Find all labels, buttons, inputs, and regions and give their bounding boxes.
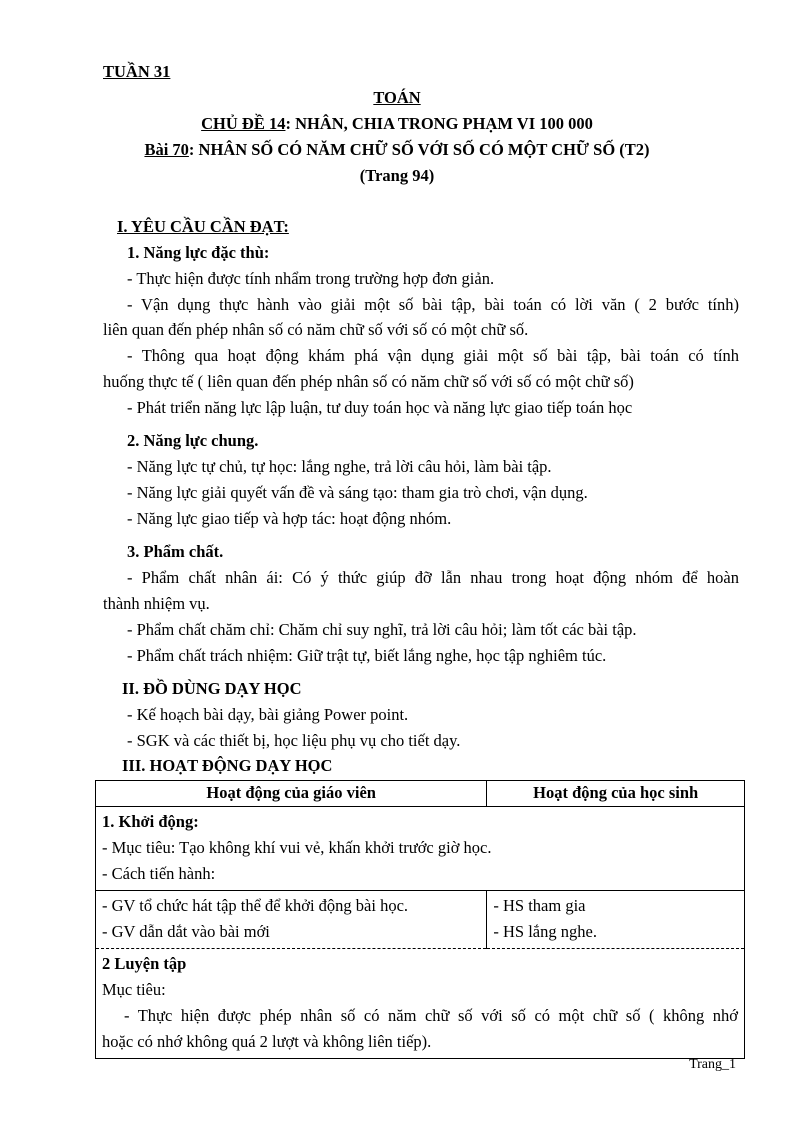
sub1-line-3b: huống thực tế ( liên quan đến phép nhân số có năm chữ số với số có một chữ số) (103, 372, 634, 391)
subject-title: TOÁN (373, 88, 421, 107)
lesson-prefix: Bài 70 (144, 140, 189, 159)
sub2-line-1: - Năng lực tự chủ, tự học: lắng nghe, trả lời câu hỏi, làm bài tập. (127, 457, 552, 476)
sub3-line-1b: thành nhiệm vụ. (103, 594, 210, 613)
teacher-column-header: Hoạt động của giáo viên (96, 781, 487, 807)
activities-table (95, 780, 745, 1059)
sub3-line-2: - Phẩm chất chăm chỉ: Chăm chỉ suy nghĩ, trả lời câu hỏi; làm tốt các bài tập. (127, 620, 637, 639)
topic-title (0, 114, 794, 134)
practice-cell (96, 948, 745, 1058)
student-activity-cell (487, 890, 745, 948)
week-label: TUẦN 31 (103, 62, 171, 81)
section1-sub2-title: 2. Năng lực chung. (127, 431, 259, 450)
student-column-header: Hoạt động của học sinh (487, 781, 745, 807)
section1-title: I. YÊU CẦU CẦN ĐẠT: (117, 217, 289, 236)
section2-line-2: - SGK và các thiết bị, học liệu phụ vụ cho tiết dạy. (127, 731, 461, 750)
section2-line-1: - Kế hoạch bài dạy, bài giảng Power point. (127, 705, 409, 724)
table-row (96, 948, 745, 1058)
table-header-row (96, 781, 745, 807)
sub2-line-2: - Năng lực giải quyết vấn đề và sáng tạo: tham gia trò chơi, vận dụng. (127, 483, 588, 502)
section1-sub1-title: 1. Năng lực đặc thù: (127, 243, 270, 262)
practice-goal-line-1: - Thực hiện được phép nhân số có năm chữ số với số có một chữ số ( không nhớ (124, 1005, 738, 1025)
section3-title: III. HOẠT ĐỘNG DẠY HỌC (122, 756, 333, 775)
sub1-line-4: - Phát triển năng lực lập luận, tư duy toán học và năng lực giao tiếp toán học (127, 398, 633, 417)
teacher-activity-2: - GV dẫn dắt vào bài mới (102, 921, 270, 941)
sub1-line-1: - Thực hiện được tính nhẩm trong trường hợp đơn giản. (127, 269, 495, 288)
sub1-line-2a: - Vận dụng thực hành vào giải một số bài tập, bài toán có lời văn ( 2 bước tính) (127, 295, 739, 314)
table-row (96, 890, 745, 948)
section1-sub3-title: 3. Phẩm chất. (127, 542, 224, 561)
sub3-line-1a: - Phẩm chất nhân ái: Có ý thức giúp đỡ lẫn nhau trong hoạt động nhóm để hoàn (127, 568, 739, 587)
section2-title: II. ĐỒ DÙNG DẠY HỌC (122, 679, 302, 698)
practice-goal-label: Mục tiêu: (102, 979, 166, 999)
topic-prefix: CHỦ ĐỀ 14 (201, 114, 286, 133)
teacher-activity-cell (96, 890, 487, 948)
sub1-line-3a: - Thông qua hoạt động khám phá vận dụng giải một số bài tập, bài toán có tính (127, 346, 739, 365)
warmup-goal: - Mục tiêu: Tạo không khí vui vẻ, khấn khởi trước giờ học. (102, 837, 492, 857)
student-activity-2: - HS lắng nghe. (493, 921, 597, 941)
page-number: Trang_1 (689, 1057, 736, 1072)
lesson-rest: : NHÂN SỐ CÓ NĂM CHỮ SỐ VỚI SỐ CÓ MỘT CHỮ SỐ (T2) (188, 140, 650, 159)
page-reference: (Trang 94) (359, 166, 435, 185)
sub1-line-2b: liên quan đến phép nhân số có năm chữ số với số có một chữ số. (103, 320, 529, 339)
warmup-cell (96, 806, 745, 890)
warmup-method: - Cách tiến hành: (102, 863, 216, 883)
topic-rest: : NHÂN, CHIA TRONG PHẠM VI 100 000 (285, 114, 593, 133)
practice-title: 2 Luyện tập (102, 953, 187, 973)
sub3-line-3: - Phẩm chất trách nhiệm: Giữ trật tự, biết lắng nghe, học tập nghiêm túc. (127, 646, 607, 665)
teacher-activity-1: - GV tổ chức hát tập thể để khởi động bài học. (102, 895, 409, 915)
sub2-line-3: - Năng lực giao tiếp và hợp tác: hoạt động nhóm. (127, 509, 452, 528)
lesson-title (0, 140, 794, 160)
table-row (96, 806, 745, 890)
practice-goal-line-2: hoặc có nhớ không quá 2 lượt và không liên tiếp). (102, 1031, 432, 1051)
student-activity-1: - HS tham gia (493, 895, 586, 915)
warmup-title: 1. Khởi động: (102, 811, 199, 831)
